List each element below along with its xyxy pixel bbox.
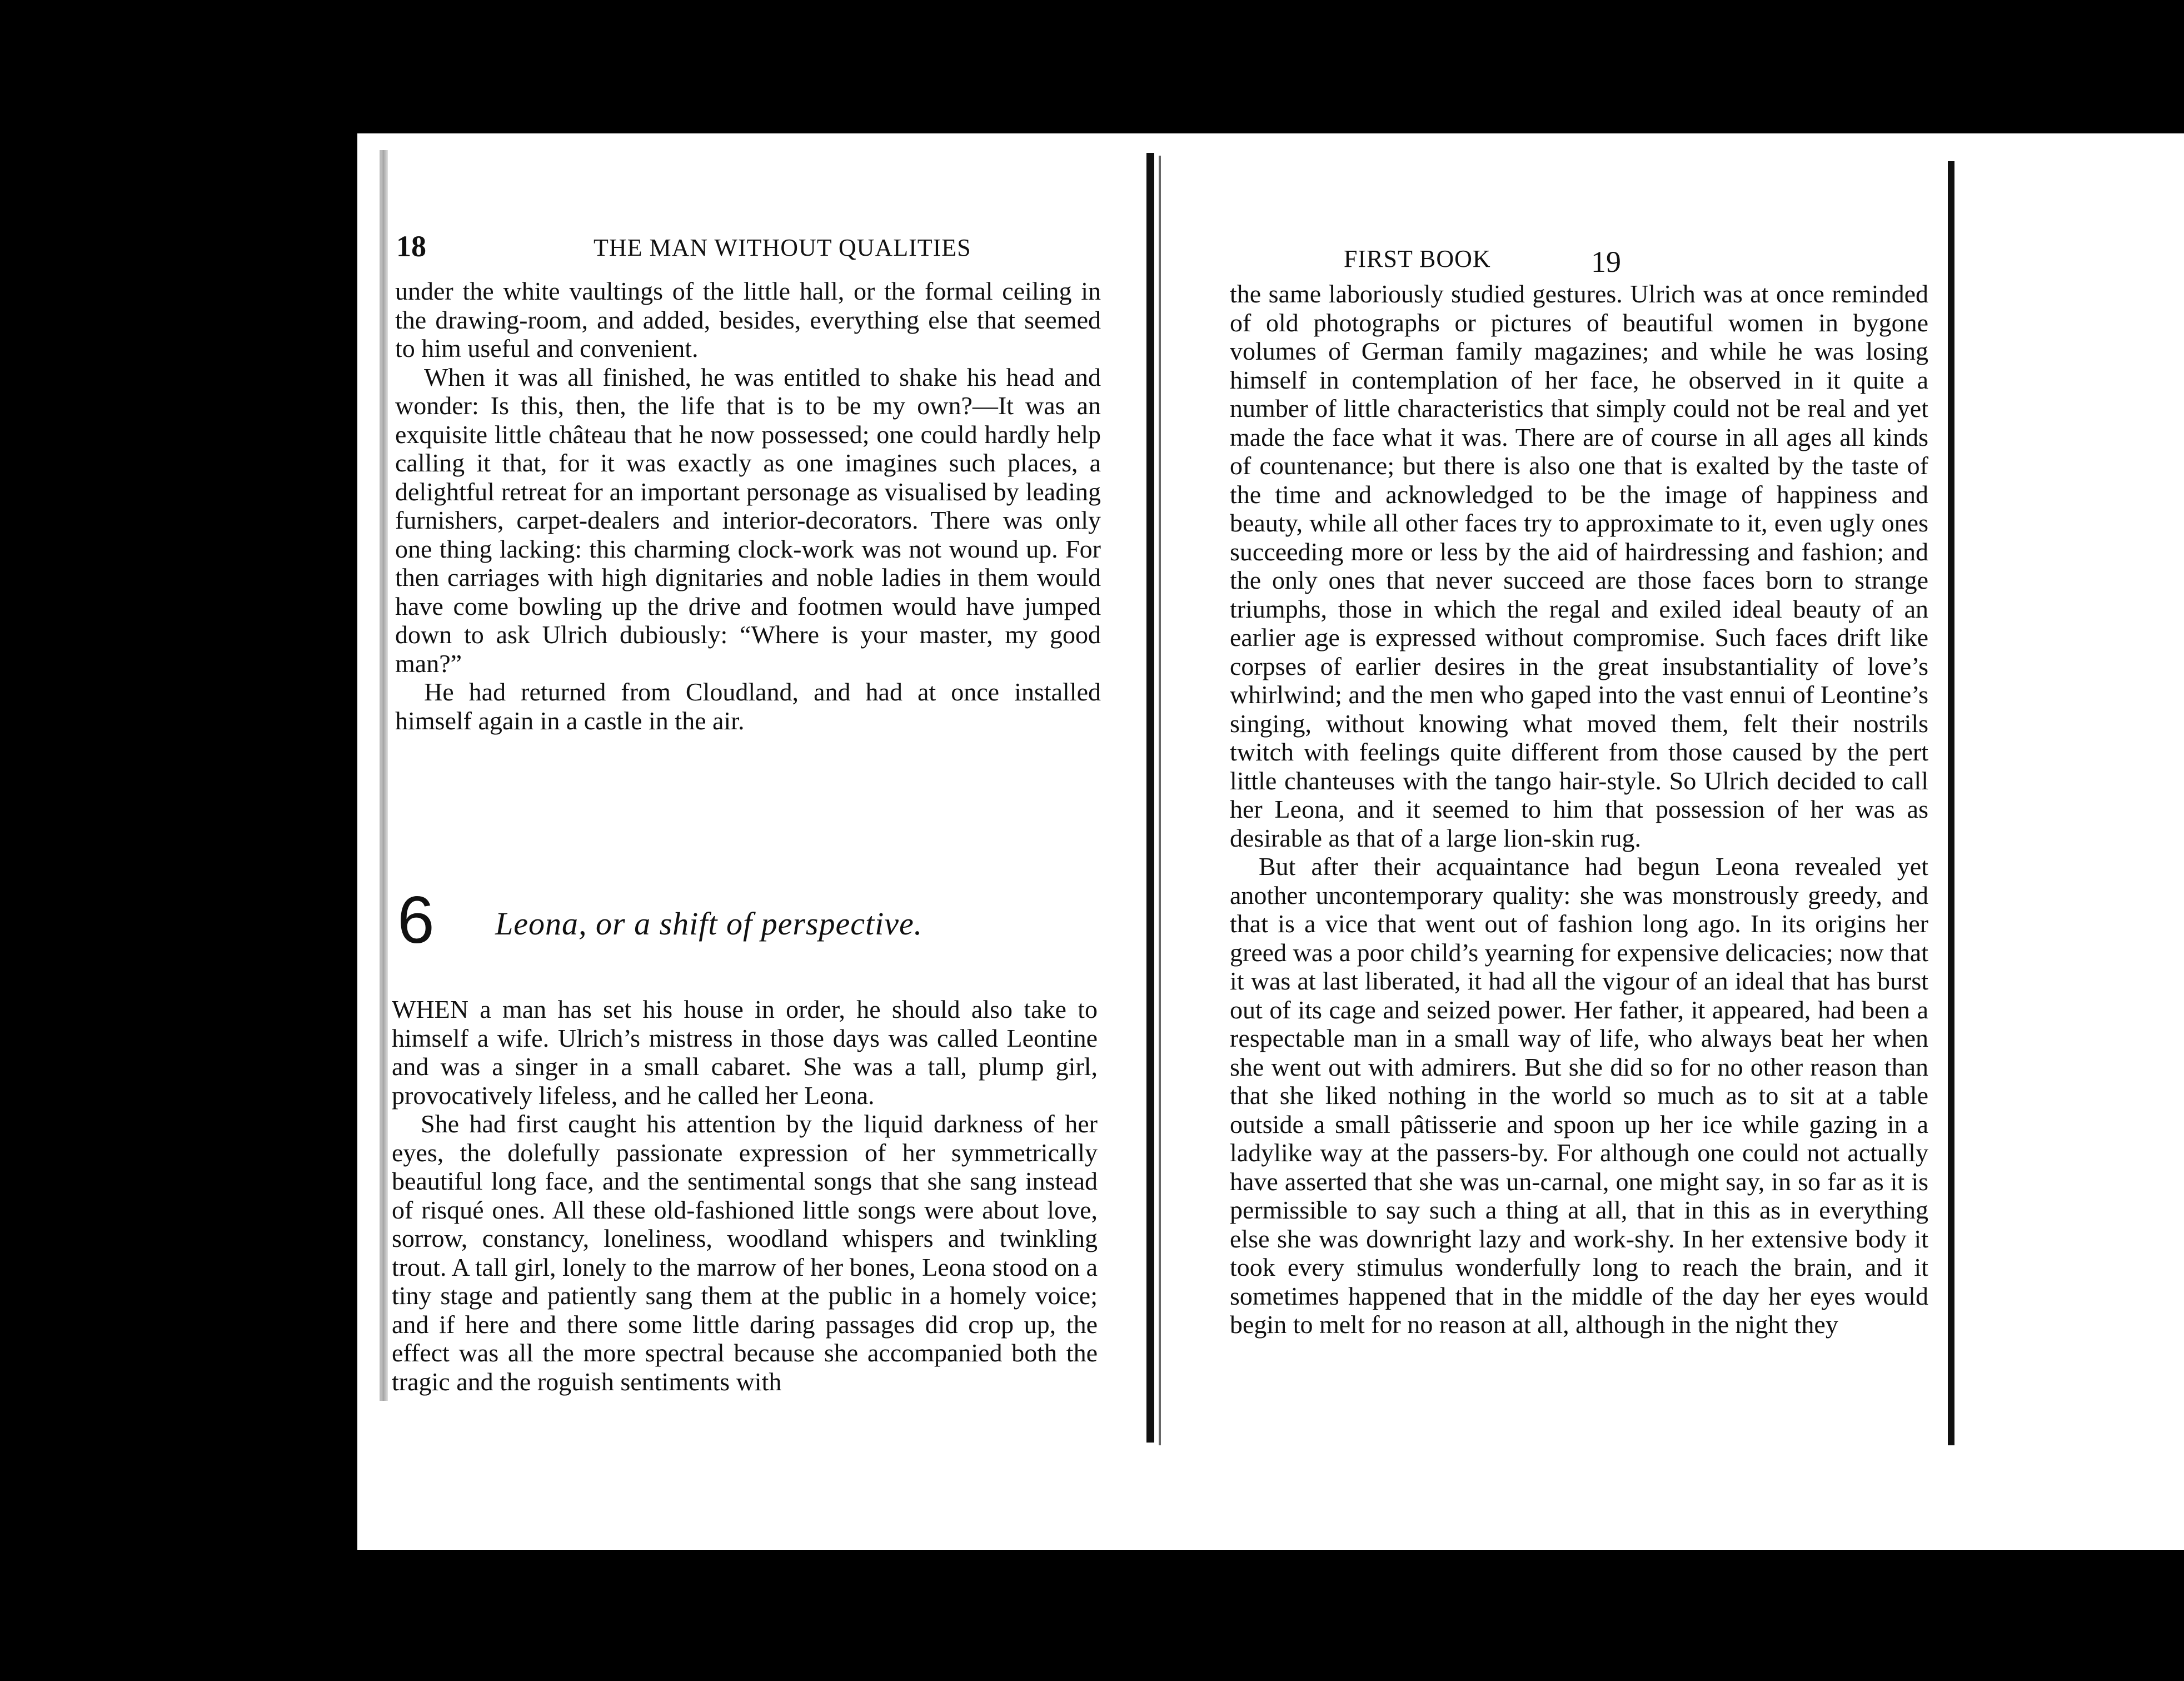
paragraph: She had first caught his attention by the liquid darkness of her eyes, the dolefully passionate expression of her symmetrically beautiful long face, and the sentimental songs that she sang instead of risqué ones. All these old-fashioned little songs were about love, sorrow, constancy, loneliness, woodland whispers and twinkling trout. A tall girl, lonely to the marrow of her bones, Leona stood on a tiny stage and patiently sang them at the public in a homely voice; and if here and there some little daring passages did crop up, the effect was all the more spectral because she accompanied both the tragic and the roguish sentiments with — [392, 1110, 1098, 1396]
right-text — [1230, 280, 1928, 1339]
center-gutter-bar — [1146, 153, 1154, 1443]
left-edge-line — [380, 150, 382, 1401]
running-head-right: FIRST BOOK — [1344, 245, 1491, 272]
paragraph: the same laboriously studied gestures. Ulrich was at once reminded of old photographs or pictures of beautiful women in bygone volumes of German family magazines; and while he was losing himself in contemplation of her face, he observed in it quite a number of little characteristics that simply could not be real and yet made the face what it was. There are of course in all ages all kinds of countenance; but there is also one that is exalted by the taste of the time and acknowledged to be the image of happiness and beauty, while all other faces try to approximate to it, even ugly ones succeeding more or less by the aid of hairdressing and fashion; and the only ones that never succeed are those faces born to strange triumphs, those in which the regal and exiled ideal beauty of an earlier age is expressed without compromise. Such faces drift like corpses of earlier desires in the great insubstantiality of love’s whirlwind; and the men who gaped into the vast ennui of Leontine’s singing, without knowing what moved them, felt their nostrils twitch with feelings quite different from those caused by the pert little chanteuses with the tango hair-style. So Ulrich decided to call her Leona, and it seemed to him that possession of her was as desirable as that of a large lion-skin rug. — [1230, 280, 1928, 852]
center-gutter-line — [1159, 156, 1161, 1445]
paragraph: But after their acquaintance had begun Leona revealed yet another uncontemporary quality: she was monstrously greedy, and that is a vice that went out of fashion long ago. In its origins her greed was a poor child’s yearning for expensive delicacies; now that it was at last liberated, it had all the vigour of an ideal that has burst out of its cage and seized power. Her father, it appeared, had been a respectable man in a small way of life, who always beat her when she went out with admirers. But she did so for no other reason than that she liked nothing in the world so much as to sit at a table outside a small pâtisserie and spoon up her ice while gazing in a ladylike way at the passers-by. For although one could not actually have asserted that she was un-carnal, one might say, in so far as it is permissible to say such a thing at all, that in this as in everything else she was downright lazy and work-shy. In her extensive body it took every stimulus wonderfully long to reach the brain, and it sometimes happened that in the middle of the day her eyes would begin to melt for no reason at all, although in the night they — [1230, 852, 1928, 1339]
running-head-left: THE MAN WITHOUT QUALITIES — [594, 234, 971, 261]
paragraph: He had returned from Cloudland, and had at once installed himself again in a castle in the air. — [395, 678, 1101, 735]
left-top-text — [395, 277, 1101, 735]
right-edge-bar — [1948, 161, 1954, 1445]
paragraph: under the white vaultings of the little hall, or the formal ceiling in the drawing-room, and added, besides, everything else that seemed to him useful and convenient. — [395, 277, 1101, 362]
book-spread — [357, 133, 2184, 1550]
paragraph: When it was all finished, he was entitled to shake his head and wonder: Is this, then, the life that is to be my own?—It was an exquisite little château that he now possessed; one could hardly help calling it that, for it was exactly as one imagines such places, a delightful retreat for an important personage as visualised by leading furnishers, carpet-dealers and interior-decorators. There was only one thing lacking: this charming clock-work was not wound up. For then carriages with high dignitaries and noble ladies in them would have come bowling up the drive and footmen would have jumped down to ask Ulrich dubiously: “Where is your master, my good man?” — [395, 362, 1101, 678]
left-edge-shadow — [382, 150, 388, 1401]
chapter-number: 6 — [397, 883, 435, 957]
chapter-text — [392, 995, 1098, 1396]
paragraph: WHEN a man has set his house in order, he should also take to himself a wife. Ulrich’s mistress in those days was called Leontine and was a singer in a small cabaret. She was a tall, plump girl, provocatively lifeless, and he called her Leona. — [392, 995, 1098, 1110]
page-number-left: 18 — [396, 230, 426, 263]
chapter-title: Leona, or a shift of perspective. — [495, 906, 923, 942]
page-number-right: 19 — [1591, 245, 1621, 278]
